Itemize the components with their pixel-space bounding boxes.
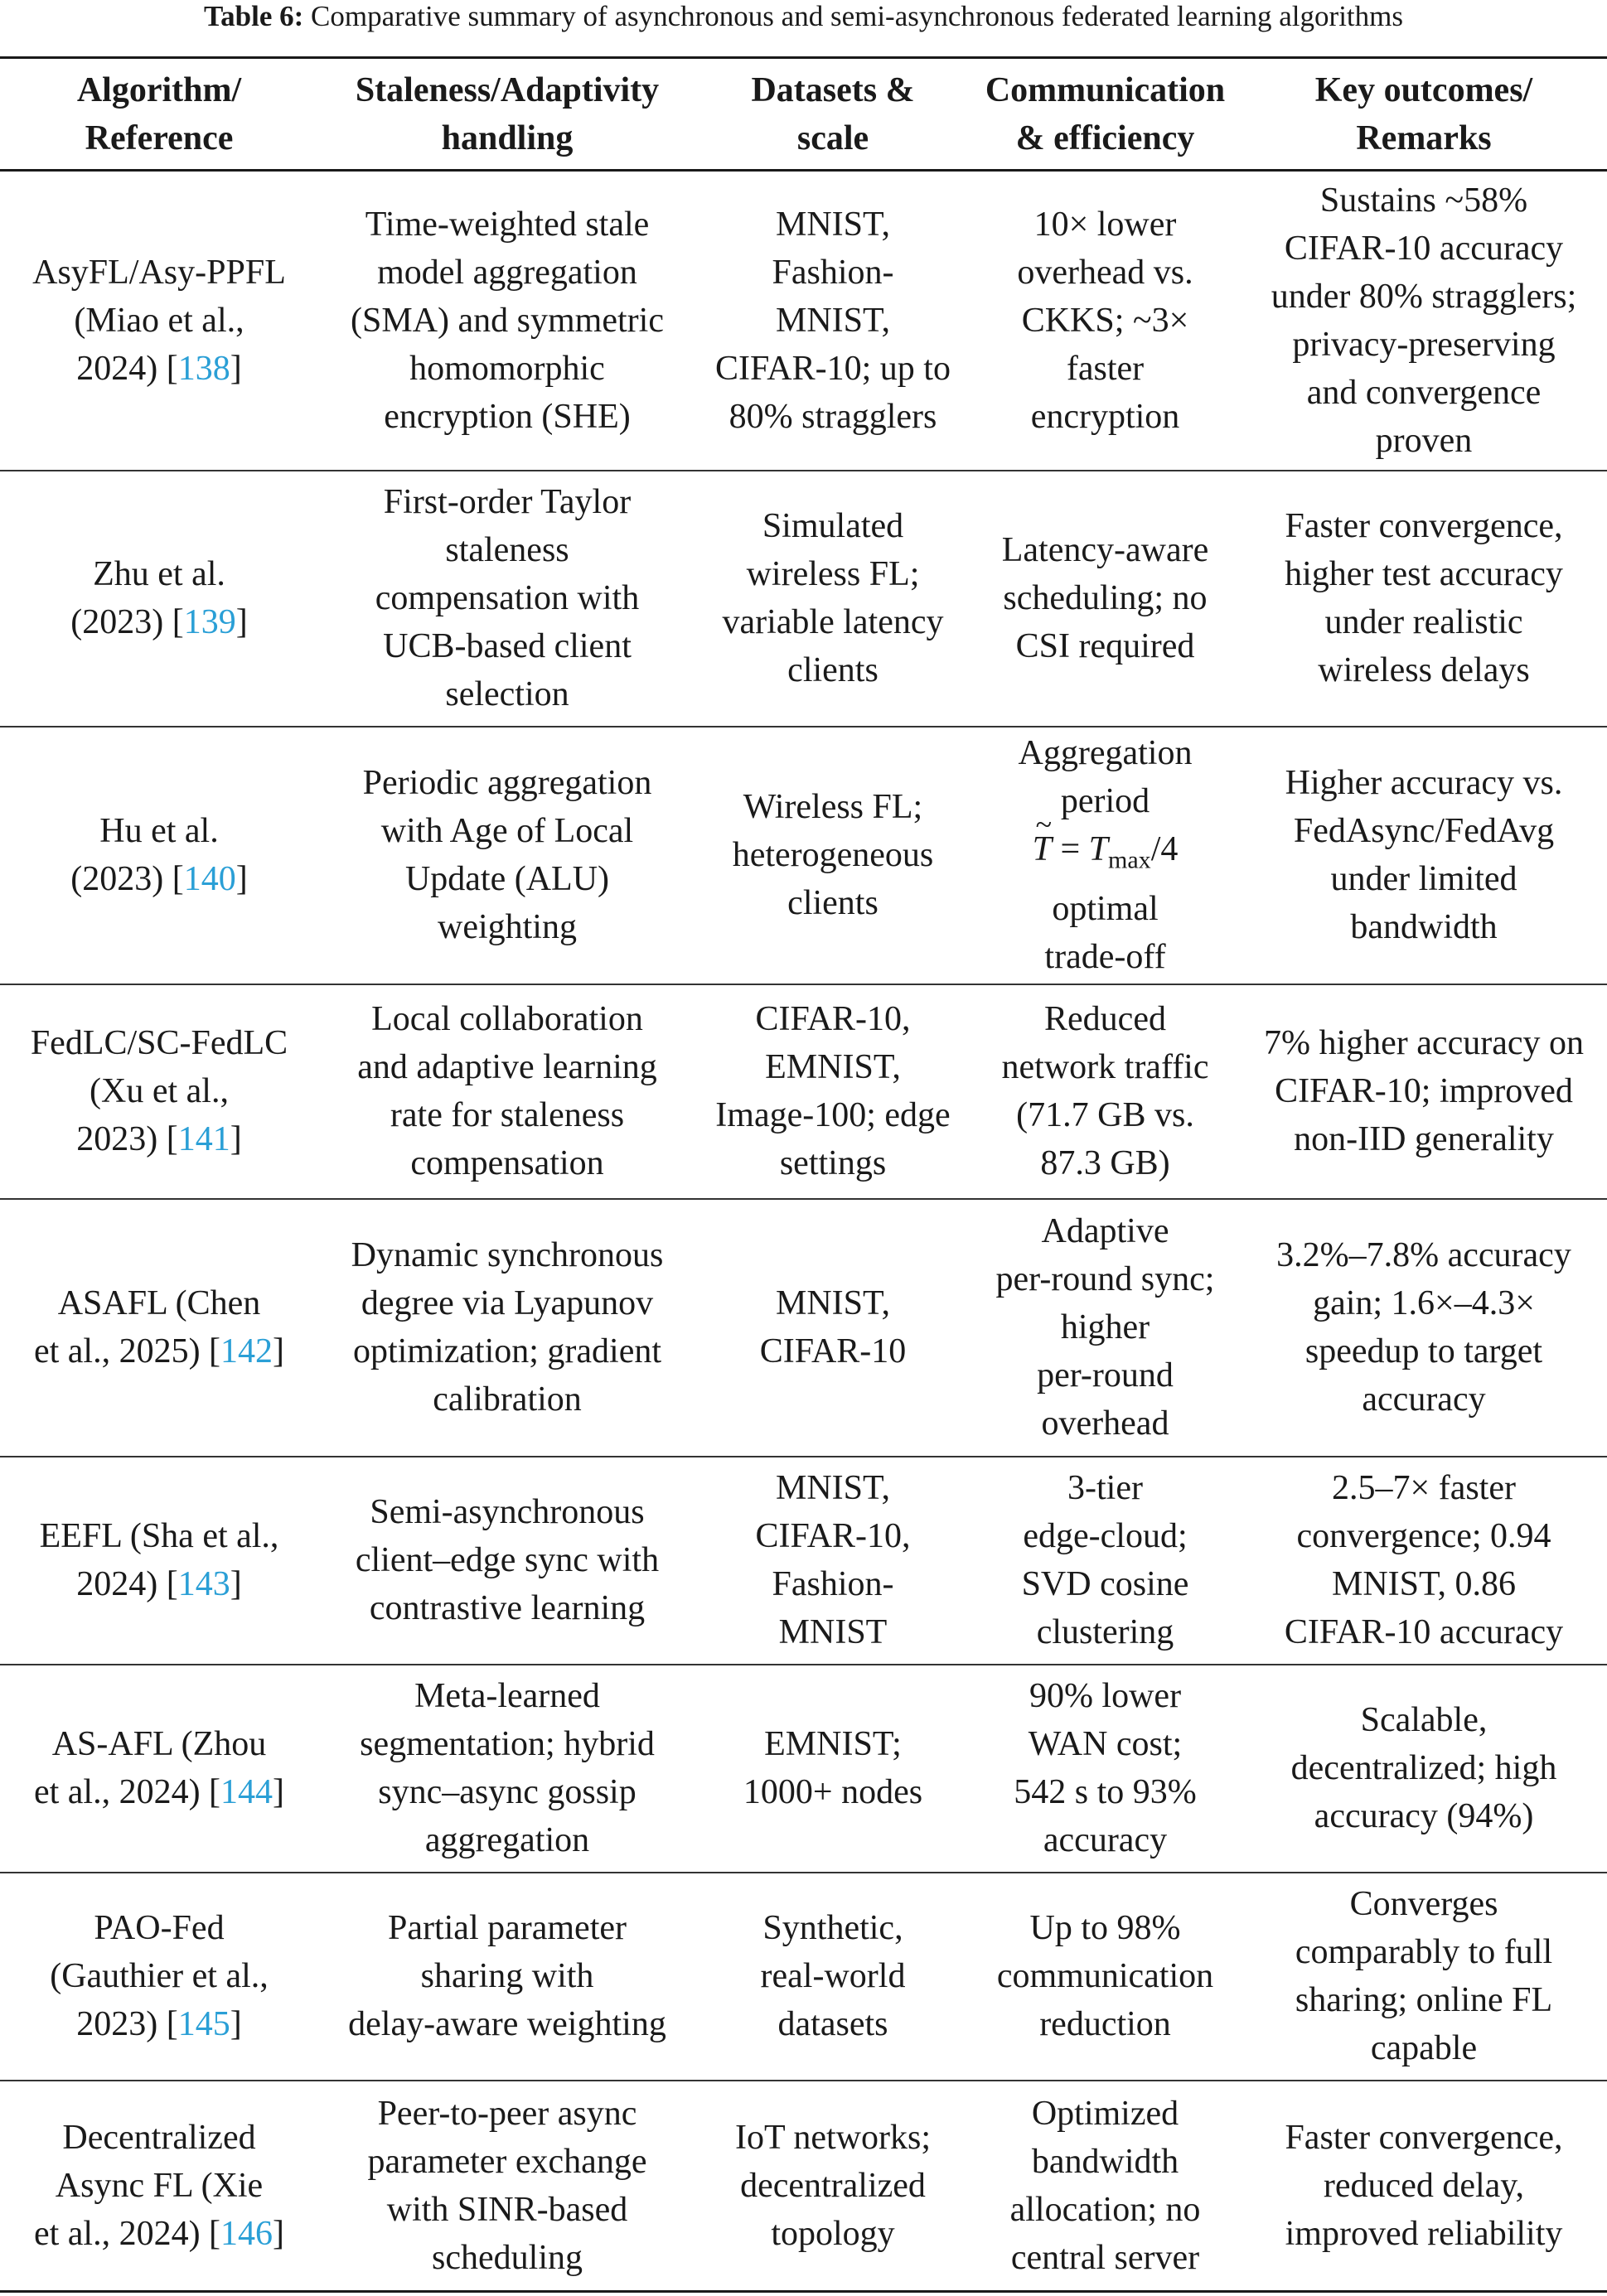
- header-outcomes: Key outcomes/ Remarks: [1241, 58, 1607, 171]
- citation-link[interactable]: 144: [220, 1773, 273, 1811]
- cell-staleness: Time-weighted stale model aggregation (SMA) and symmetric homomorphic encryption (SHE): [318, 171, 696, 471]
- cell-staleness: Semi-asynchronous client–edge sync with contrastive learning: [318, 1457, 696, 1665]
- cell-outcomes: Faster convergence, higher test accuracy under realistic wireless delays: [1241, 471, 1607, 727]
- cell-communication: Adaptive per-round sync; higher per-round overhead: [970, 1199, 1241, 1457]
- cell-outcomes: 3.2%–7.8% accuracy gain; 1.6×–4.3× speedup to target accuracy: [1241, 1199, 1607, 1457]
- cell-outcomes: Sustains ~58% CIFAR-10 accuracy under 80% stragglers; privacy-preserving and convergence proven: [1241, 171, 1607, 471]
- header-algorithm: Algorithm/ Reference: [0, 58, 318, 171]
- cell-communication: 10× lower overhead vs. CKKS; ~3× faster encryption: [970, 171, 1241, 471]
- cell-communication: Reduced network traffic (71.7 GB vs. 87.3 GB): [970, 984, 1241, 1199]
- cell-staleness: Periodic aggregation with Age of Local Update (ALU) weighting: [318, 727, 696, 984]
- table-row: [0, 1873, 1607, 2081]
- citation-link[interactable]: 141: [177, 1120, 230, 1158]
- cell-algorithm: PAO-Fed (Gauthier et al., 2023) [145]: [0, 1873, 318, 2081]
- cell-datasets: CIFAR-10, EMNIST, Image-100; edge settings: [696, 984, 970, 1199]
- cell-outcomes: Converges comparably to full sharing; online FL capable: [1241, 1873, 1607, 2081]
- cell-staleness: Partial parameter sharing with delay-aware weighting: [318, 1873, 696, 2081]
- cell-datasets: Simulated wireless FL; variable latency clients: [696, 471, 970, 727]
- citation-link[interactable]: 139: [183, 603, 236, 641]
- table-row: [0, 1457, 1607, 1665]
- citation-link[interactable]: 145: [177, 2005, 230, 2043]
- cell-staleness: Local collaboration and adaptive learning rate for staleness compensation: [318, 984, 696, 1199]
- cell-staleness: First-order Taylor staleness compensation with UCB-based client selection: [318, 471, 696, 727]
- cell-staleness: Meta-learned segmentation; hybrid sync–async gossip aggregation: [318, 1665, 696, 1873]
- cell-outcomes: 2.5–7× faster convergence; 0.94 MNIST, 0.86 CIFAR-10 accuracy: [1241, 1457, 1607, 1665]
- cell-algorithm: ASAFL (Chen et al., 2025) [142]: [0, 1199, 318, 1457]
- cell-datasets: MNIST, CIFAR-10, Fashion- MNIST: [696, 1457, 970, 1665]
- cell-communication: Up to 98% communication reduction: [970, 1873, 1241, 2081]
- cell-outcomes: Higher accuracy vs. FedAsync/FedAvg under limited bandwidth: [1241, 727, 1607, 984]
- cell-communication: Aggregation period ~ $T = T_{max}/4$ optimal trade-off: [970, 727, 1241, 984]
- cell-outcomes: Scalable, decentralized; high accuracy (94%): [1241, 1665, 1607, 1873]
- comparison-table: [0, 56, 1607, 2293]
- table-row: [0, 1199, 1607, 1457]
- cell-outcomes: Faster convergence, reduced delay, improved reliability: [1241, 2081, 1607, 2292]
- cell-communication: 90% lower WAN cost; 542 s to 93% accuracy: [970, 1665, 1241, 1873]
- table-caption-label: Table 6:: [204, 0, 304, 32]
- cell-algorithm: Hu et al. (2023) [140]: [0, 727, 318, 984]
- citation-link[interactable]: 140: [183, 860, 236, 898]
- aggregation-period-formula: ~ $T = T_{max}/4$: [1033, 830, 1179, 868]
- table-row: [0, 171, 1607, 471]
- cell-communication: Latency-aware scheduling; no CSI required: [970, 471, 1241, 727]
- table-row: [0, 471, 1607, 727]
- cell-datasets: MNIST, CIFAR-10: [696, 1199, 970, 1457]
- cell-datasets: Synthetic, real-world datasets: [696, 1873, 970, 2081]
- cell-outcomes: 7% higher accuracy on CIFAR-10; improved non-IID generality: [1241, 984, 1607, 1199]
- cell-algorithm: Zhu et al. (2023) [139]: [0, 471, 318, 727]
- citation-link[interactable]: 138: [177, 349, 230, 388]
- citation-link[interactable]: 146: [220, 2214, 273, 2253]
- cell-algorithm: EEFL (Sha et al., 2024) [143]: [0, 1457, 318, 1665]
- header-communication: Communication & efficiency: [970, 58, 1241, 171]
- citation-link[interactable]: 142: [220, 1332, 273, 1370]
- header-staleness: Staleness/Adaptivity handling: [318, 58, 696, 171]
- cell-communication: Optimized bandwidth allocation; no central server: [970, 2081, 1241, 2292]
- table-row: [0, 1665, 1607, 1873]
- header-row: [0, 58, 1607, 171]
- table-caption-text: Comparative summary of asynchronous and semi-asynchronous federated learning algorithms: [311, 0, 1403, 32]
- cell-datasets: IoT networks; decentralized topology: [696, 2081, 970, 2292]
- table-row: [0, 984, 1607, 1199]
- cell-algorithm: FedLC/SC-FedLC (Xu et al., 2023) [141]: [0, 984, 318, 1199]
- table-caption: [0, 0, 1607, 33]
- cell-algorithm: AsyFL/Asy-PPFL (Miao et al., 2024) [138]: [0, 171, 318, 471]
- table-row: [0, 2081, 1607, 2292]
- cell-staleness: Peer-to-peer async parameter exchange with SINR-based scheduling: [318, 2081, 696, 2292]
- header-datasets: Datasets & scale: [696, 58, 970, 171]
- cell-communication: 3-tier edge-cloud; SVD cosine clustering: [970, 1457, 1241, 1665]
- cell-datasets: MNIST, Fashion- MNIST, CIFAR-10; up to 80% stragglers: [696, 171, 970, 471]
- citation-link[interactable]: 143: [177, 1565, 230, 1603]
- cell-algorithm: Decentralized Async FL (Xie et al., 2024) [146]: [0, 2081, 318, 2292]
- cell-staleness: Dynamic synchronous degree via Lyapunov optimization; gradient calibration: [318, 1199, 696, 1457]
- cell-algorithm: AS-AFL (Zhou et al., 2024) [144]: [0, 1665, 318, 1873]
- table-row: [0, 727, 1607, 984]
- cell-datasets: Wireless FL; heterogeneous clients: [696, 727, 970, 984]
- cell-datasets: EMNIST; 1000+ nodes: [696, 1665, 970, 1873]
